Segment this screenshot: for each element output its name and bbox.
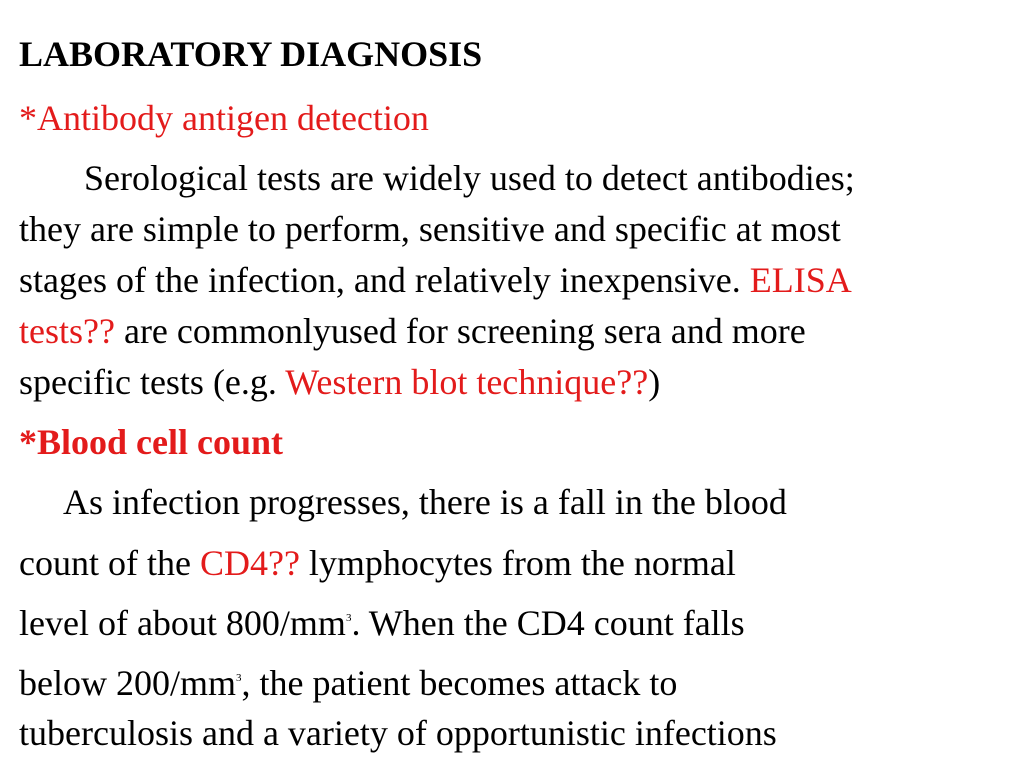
paragraph-line — [19, 260, 852, 300]
text-span: level of about 800/mm — [19, 603, 346, 643]
highlight-cd4: CD4?? — [199, 543, 300, 583]
paragraph-line: As infection progresses, there is a fall in the blood — [63, 482, 787, 522]
paragraph-line: Serological tests are widely used to detect antibodies; — [84, 158, 855, 198]
paragraph-line — [19, 663, 677, 703]
paragraph-line: they are simple to perform, sensitive and specific at most — [19, 209, 841, 249]
paragraph-line — [19, 543, 736, 583]
paragraph-line: tuberculosis and a variety of opportunistic infections — [19, 713, 777, 753]
highlight-tests: tests?? — [19, 311, 115, 351]
paragraph-line — [19, 362, 660, 402]
text-span: specific tests (e.g. — [19, 362, 286, 402]
superscript: 3 — [235, 672, 242, 684]
text-span: count of the — [19, 543, 200, 583]
superscript: 3 — [345, 612, 352, 624]
section-heading-antibody: *Antibody antigen detection — [19, 98, 429, 138]
slide-title: LABORATORY DIAGNOSIS — [19, 34, 483, 74]
text-span: , the patient becomes attack to — [241, 663, 678, 703]
highlight-western-blot: Western blot technique?? — [285, 362, 649, 402]
text-span: below 200/mm — [19, 663, 236, 703]
paragraph-line — [19, 311, 806, 351]
text-span: stages of the infection, and relatively inexpensive. — [19, 260, 750, 300]
text-span: are commonlyused for screening sera and more — [114, 311, 806, 351]
text-span: . When the CD4 count falls — [351, 603, 745, 643]
text-span: ) — [648, 362, 661, 402]
paragraph-line — [19, 603, 745, 643]
section-heading-blood-count: *Blood cell count — [19, 422, 284, 462]
text-span: lymphocytes from the normal — [299, 543, 736, 583]
highlight-elisa: ELISA — [749, 260, 852, 300]
